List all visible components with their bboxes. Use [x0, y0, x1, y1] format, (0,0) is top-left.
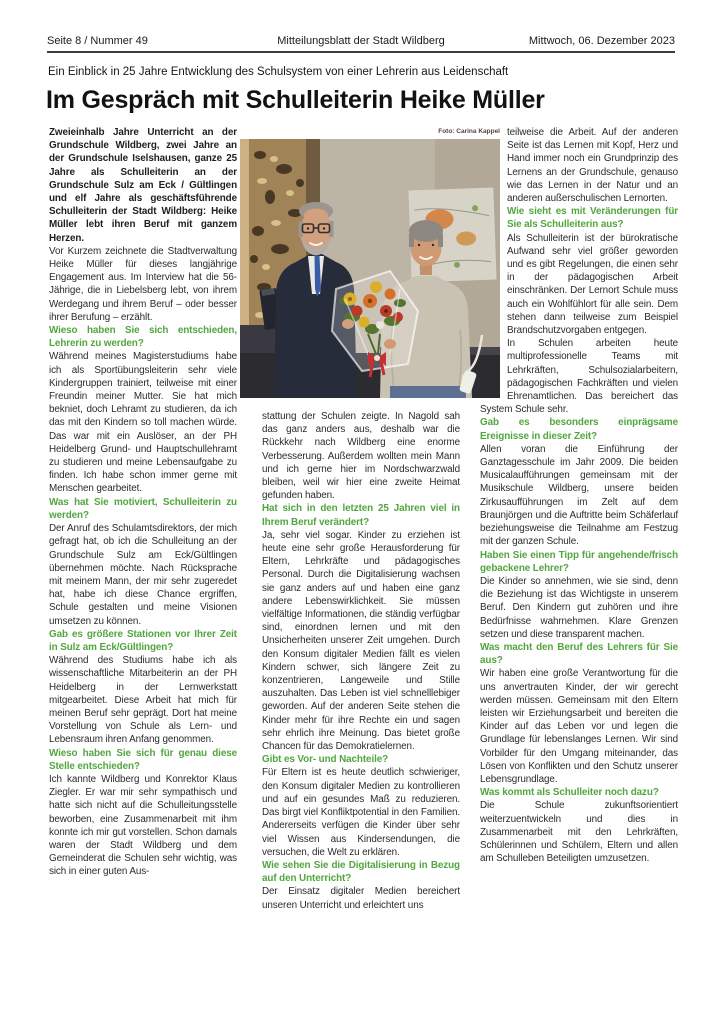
interview-answer: Der Einsatz digitaler Medien bereichert unseren Unterricht und erleichtert uns: [262, 886, 460, 911]
article-paragraph: Vor Kurzem zeichnete die Stadtverwaltung Heike Müller für dieses langjährige Engagement aus. Im Interview hat die 56-Jährige, die in Liebelsberg lebt, von ihrem Werdegang und ihrem Beruf – oder besser ihrer Berufung – erzählt.: [49, 245, 237, 323]
interview-answer: Für Eltern ist es heute deutlich schwieriger, den Konsum digitaler Medien zu kontrollieren und auf ein gesundes Maß zu reduzieren. Das birgt viel Konfliktpotential in den Familien. Andererseits verfügen die Kinder über sehr viel Wissen aus Kindersendungen, die versuchen, die Welt zu erklären.: [262, 767, 460, 858]
interview-answer: Wir haben eine große Verantwortung für die uns anvertrauten Kinder, der wir gerecht werden müssen. Gemeinsam mit den Eltern leisten wir Erziehungsarbeit und bereiten die Kinder auf das Leben vor und legen die Grundlage für lebenslanges Lernen. Wir sind Vorbilder für den Umgang miteinander, das Lösen von Konflikten und den Schutz unserer Lebensgrundlage.: [480, 668, 678, 785]
masthead: [47, 35, 675, 49]
interview-answer: Während meines Magisterstudiums habe ich als Sportübungsleiterin sehr viele Kindergruppen trainiert, teilweise mit einer Freundin meiner Mutter. Sie hat mich bekniet, doch Lehramt zu studieren, da ich das mit den Kindern so toll machen würde. Das war mit ein Auslöser, an der PH Heidelberg Grund- und Hauptschullehramt zu studieren und meine Lebensaufgabe zu finden. Ich habe schon immer gerne mit Menschen gearbeitet.: [49, 351, 237, 495]
photo-illustration: [240, 139, 500, 398]
interview-question: Hat sich in den letzten 25 Jahren viel in Ihrem Beruf verändert?: [262, 503, 460, 528]
interview-answer: Die Schule zukunftsorientiert weiterzuentwickeln und dies in Zusammenarbeit mit den Lehrkräften, Schülerinnen und Schülern, Eltern und allen am Schulleben Beteiligten umzusetzen.: [480, 800, 678, 865]
article-column-2: [262, 410, 460, 912]
masthead-page-number: Seite 8 / Nummer 49: [47, 35, 148, 47]
interview-answer: Als Schulleiterin ist der bürokratische Aufwand sehr viel größer geworden und es gibt Regelungen, die einen sehr in der pädagogischen Arbeit einschränken. Der Lernort Schule muss auch ein Wohlfühlort für alle sein. Dem stehen dann teilweise zum Beispiel Brandschutzvorgaben entgegen.: [507, 232, 678, 337]
article-kicker: Ein Einblick in 25 Jahre Entwicklung des Schulsystem von einer Lehrerin aus Leidenschaft: [48, 66, 509, 78]
interview-question: Gab es besonders einprägsame Ereignisse in dieser Zeit?: [480, 417, 678, 442]
interview-answer: Ja, sehr viel sogar. Kinder zu erziehen ist heute eine sehr große Herausforderung für Eltern, Lehrkräfte und pädagogisches Personal. Durch die Digitalisierung wachsen sie ganz anders auf und haben eine ganz andere Lebenswirklichkeit. Sie müssen vielfältige Informationen, die ständig verfügbar sind, einordnen lernen und mit den Unsicherheiten unserer Zeit umgehen. Durch den Konsum digitaler Medien fällt es vielen Kindern schwer, sich längere Zeit zu konzentrieren, Langeweile und Stille auszuhalten. Das Leben ist viel schnelllebiger geworden. Auf der anderen Seite stehen die Kinder mehr für ihre Rechte ein und sagen sehr ehrlich ihre Meinung. Das bietet große Chancen für das Demokratielernen.: [262, 529, 460, 753]
article-lead-paragraph: Zweieinhalb Jahre Unterricht an der Grundschule Wildberg, zwei Jahre an der Grundschule Iselshausen, ganze 25 Jahre als Schulleiterin an der Grundschule Sulz am Eck / Gültlingen und elf Jahre als geschäftsführende Schulleiterin der Stadt Wildberg: Heike Müller lebt ihren Beruf mit ganzem Herzen.: [49, 127, 237, 244]
article-paragraph: teilweise die Arbeit. Auf der anderen Seite ist das Lernen mit Kopf, Herz und Hand immer noch ein Grundprinzip des Lernens an der Grundschule, genauso wie das Lernen in der Natur und an anderen außerschulischen Lernorten.: [507, 127, 678, 205]
interview-answer: Die Kinder so annehmen, wie sie sind, denn die Beziehung ist das Wichtigste in unserem Beruf. Den Kindern gut zuhören und ihre Bedürfnisse wahrnehmen. Klare Grenzen setzen und diese transparent machen.: [480, 575, 678, 640]
masthead-divider: [47, 51, 675, 53]
interview-question: Wieso haben Sie sich entschieden, Lehrerin zu werden?: [49, 325, 237, 350]
article-paragraph: stattung der Schulen zeigte. In Nagold sah das ganz anders aus, deshalb war die Rückkehr nach Wildberg eine enorme Verbesserung. Außerdem wollten mein Mann und ich gerne hier im Nordschwarzwald bleiben, weil wir hier eine zweite Heimat gefunden haben.: [262, 411, 460, 502]
award-ceremony-photo: [240, 139, 500, 398]
interview-question: Was hat Sie motiviert, Schulleiterin zu werden?: [49, 496, 237, 521]
interview-question: Wieso haben Sie sich für genau diese Stelle entschieden?: [49, 747, 237, 772]
interview-answer: Allen voran die Einführung der Ganztagesschule im Jahr 2009. Die beiden Musicalaufführungen gemeinsam mit der Musikschule Wildberg, unsere beiden Zirkusaufführungen im Zelt auf dem Braunjörgen und die Auftritte beim Schäferlauf beziehungsweise die Teilnahme am Festzug mit der ganzen Schule.: [480, 443, 678, 548]
interview-question: Gibt es Vor- und Nachteile?: [262, 754, 389, 766]
photo-wrap-spacer: [480, 126, 507, 402]
interview-answer: Der Anruf des Schulamtsdirektors, der mich gefragt hat, ob ich die Schulleitung an der Grundschule Sulz am Eck/Gültlingen übernehmen möchte. Nach Rücksprache mit meinem Mann, der mir sehr zugeredet hat, habe ich diese Chance ergriffen, Schule gestalten und meine Visionen umsetzen zu können.: [49, 523, 237, 627]
masthead-publication: Mitteilungsblatt der Stadt Wildberg: [277, 35, 445, 47]
article-column-1: [49, 126, 237, 879]
interview-question: Was kommt als Schulleiter noch dazu?: [480, 787, 659, 799]
interview-answer: In Schulen arbeiten heute multiprofessionelle Teams mit Lehrkräften, Schulsozialarbeitern, pädagogischen Fachkräften und vielen Ehrenamtlichen. Das bereichert das System Schule sehr.: [480, 338, 678, 416]
article-column-3: [480, 126, 678, 865]
interview-question: Gab es größere Stationen vor Ihrer Zeit in Sulz am Eck/Gültlingen?: [49, 628, 237, 653]
masthead-date: Mittwoch, 06. Dezember 2023: [528, 35, 675, 47]
interview-question: Was macht den Beruf des Lehrers für Sie aus?: [480, 641, 678, 667]
interview-answer: Ich kannte Wildberg und Konrektor Klaus Ziegler. Er war mir sehr sympathisch und hatte sich nicht auf die Schulleitungsstelle beworben, eine Zusammenarbeit mit ihm konnte ich mir gut vorstellen. Schon damals waren der Stadt Wildberg und dem Gemeinderat die Schulen sehr wichtig, was sich in einer guten Aus-: [49, 773, 237, 878]
interview-question: Haben Sie einen Tipp für angehende/frisch gebackene Lehrer?: [480, 549, 678, 574]
photo-credit: Foto: Carina Kappel: [438, 128, 500, 135]
interview-question: Wie sieht es mit Veränderungen für Sie als Schulleiterin aus?: [507, 206, 678, 231]
article-headline: Im Gespräch mit Schulleiterin Heike Müller: [46, 86, 545, 114]
interview-answer: Während des Studiums habe ich als wissenschaftliche Mitarbeiterin an der PH Heidelberg in der Lernwerkstatt mitgearbeitet. Diese Arbeit hat mich für meinen Beruf sehr geprägt. Dort hat meine Vorstellung von Schule als Lern- und Lebensraum ihren Anfang genommen.: [49, 655, 237, 746]
interview-question: Wie sehen Sie die Digitalisierung in Bezug auf den Unterricht?: [262, 859, 460, 885]
